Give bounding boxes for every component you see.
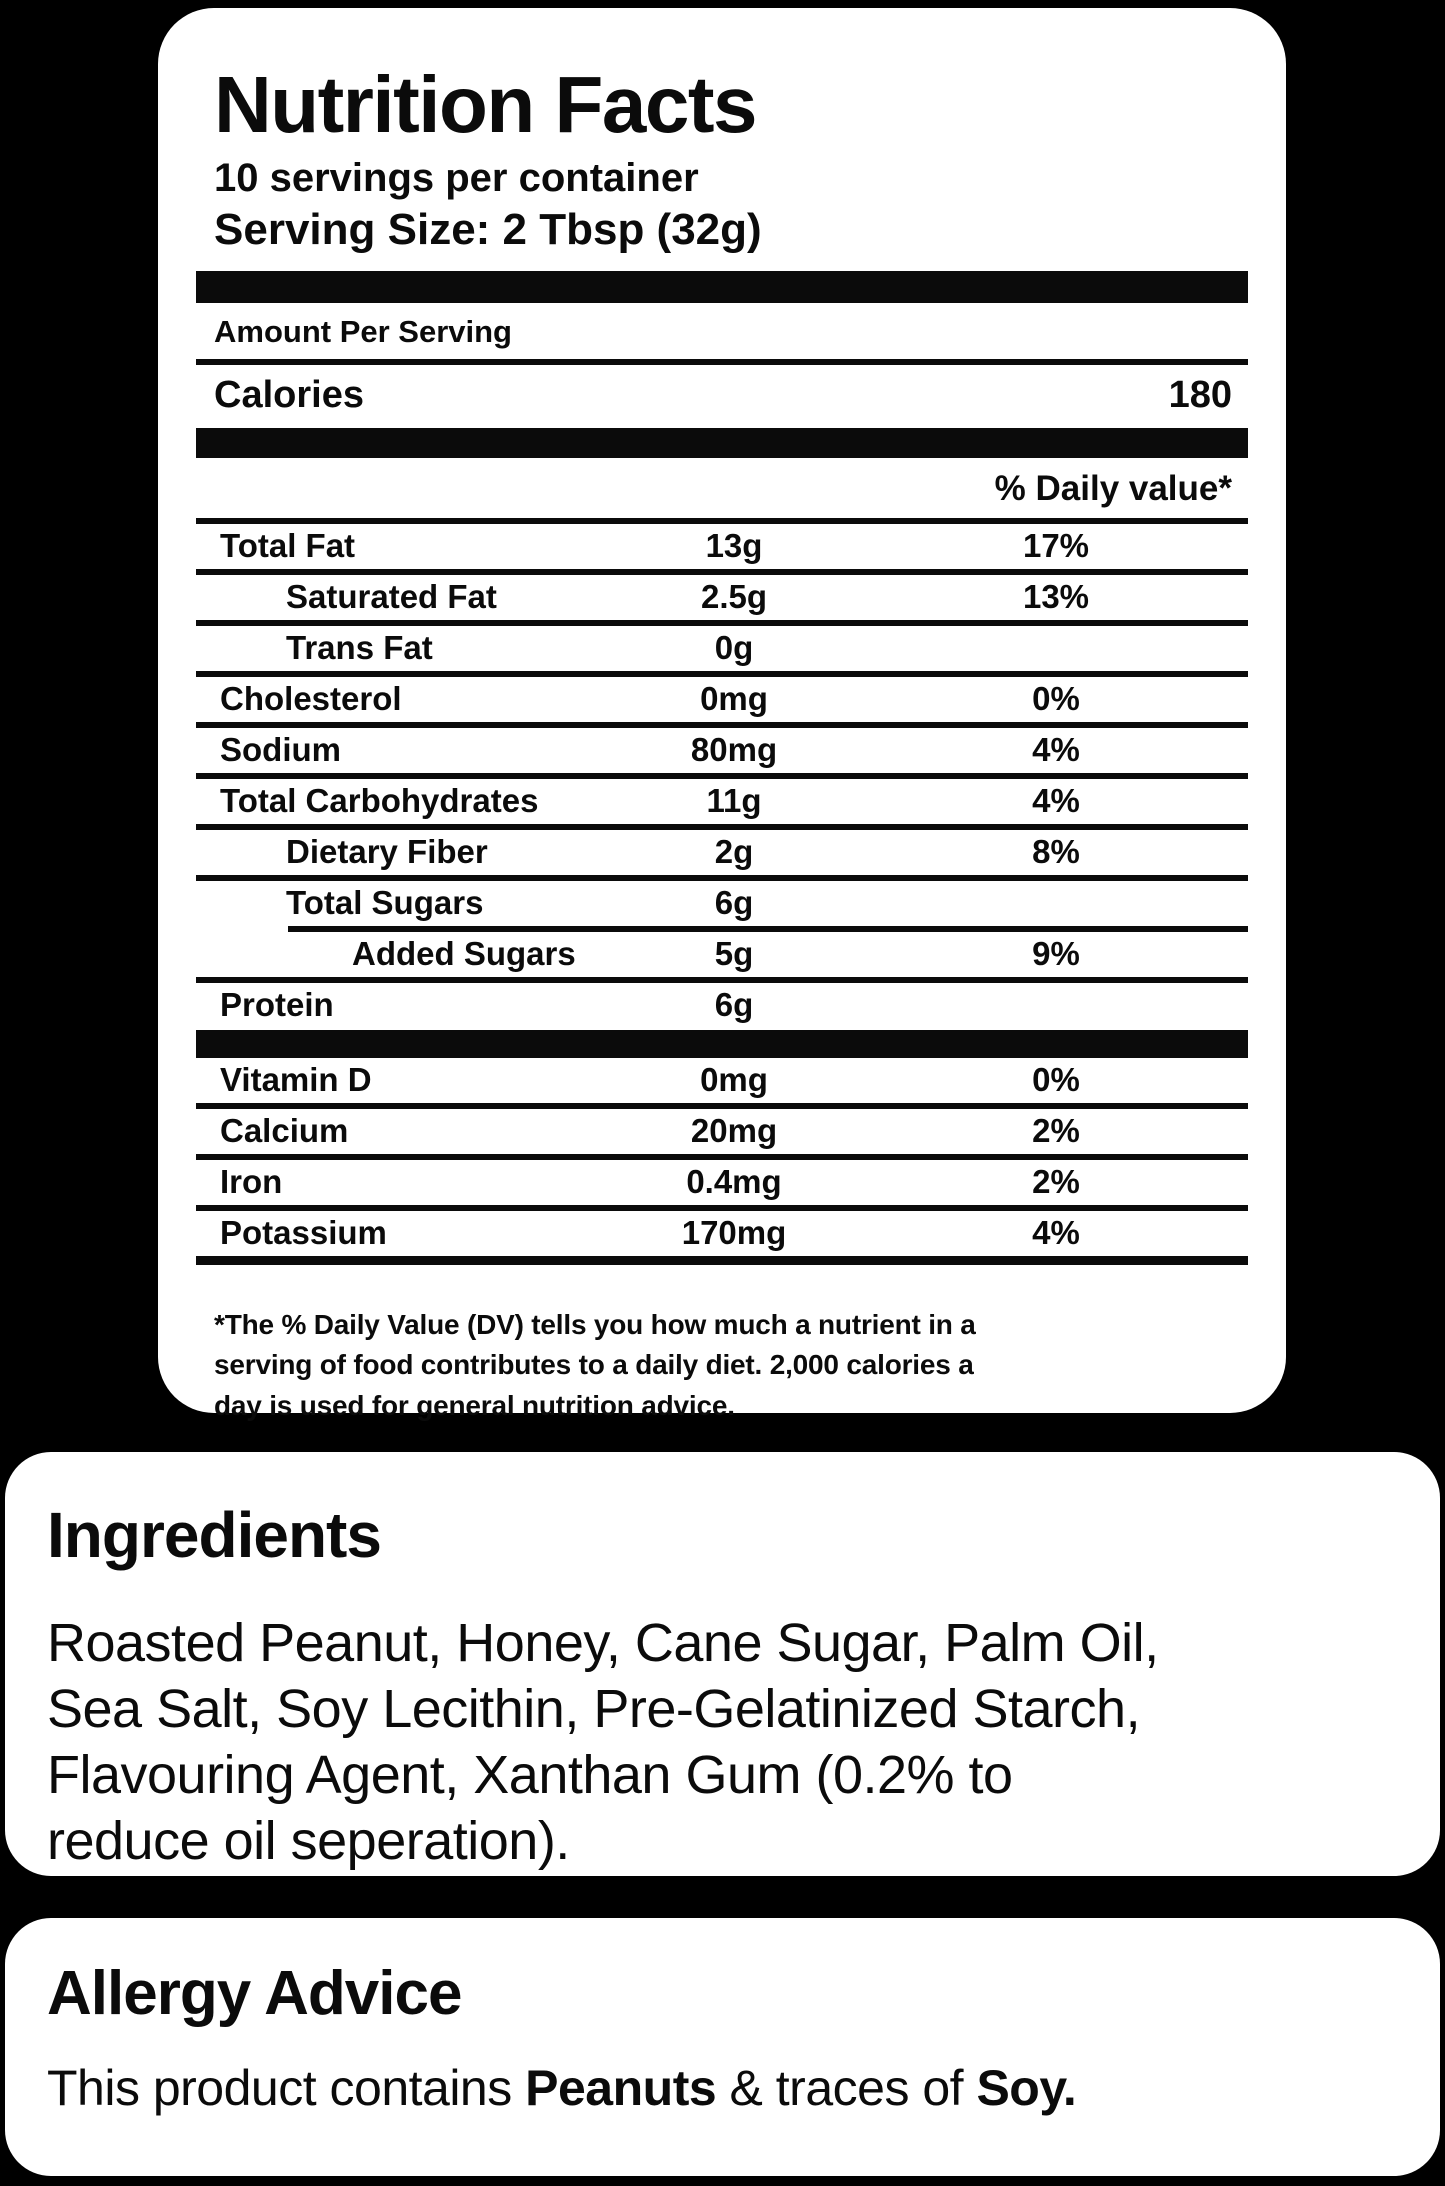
nutrient-name: Potassium [220, 1214, 387, 1252]
nutrient-daily-value: 4% [1032, 731, 1080, 769]
servings-per-container: 10 servings per container [214, 155, 699, 200]
nutrient-name: Added Sugars [352, 935, 576, 973]
nutrient-name: Vitamin D [220, 1061, 372, 1099]
table-row [196, 626, 1248, 671]
serving-size: Serving Size: 2 Tbsp (32g) [214, 204, 762, 254]
allergy-text-prefix: This product contains [47, 2060, 526, 2116]
table-row [196, 983, 1248, 1028]
table-row [196, 575, 1248, 620]
table-row [196, 1058, 1248, 1103]
nutrient-daily-value: 2% [1032, 1163, 1080, 1201]
table-row [196, 1109, 1248, 1154]
nutrient-amount: 13g [705, 527, 763, 565]
nutrient-name: Trans Fat [286, 629, 433, 667]
nutrient-amount: 0.4mg [686, 1163, 782, 1201]
allergen-soy: Soy. [976, 2060, 1077, 2116]
nutrition-header [196, 60, 1248, 255]
nutrient-daily-value: 13% [1022, 578, 1090, 616]
table-row [196, 881, 1248, 926]
nutrient-name: Total Sugars [286, 884, 484, 922]
daily-value-footnote [214, 1305, 1248, 1427]
footnote-line: day is used for general nutrition advice. [214, 1389, 735, 1421]
daily-value-header: % Daily value* [994, 468, 1232, 508]
nutrient-amount: 0mg [700, 1061, 768, 1099]
nutrient-name: Saturated Fat [286, 578, 497, 616]
nutrient-amount: 6g [714, 986, 754, 1024]
section-bar [196, 428, 1248, 458]
nutrient-amount: 2g [714, 833, 754, 871]
table-row [196, 932, 1248, 977]
allergy-text-connector: & traces of [716, 2060, 977, 2116]
nutrient-amount: 20mg [690, 1112, 778, 1150]
ingredients-line: Flavouring Agent, Xanthan Gum (0.2% to [47, 1745, 1013, 1805]
table-row [196, 1160, 1248, 1205]
nutrient-amount: 0mg [700, 680, 768, 718]
nutrient-name: Dietary Fiber [286, 833, 488, 871]
nutrient-daily-value: 8% [1032, 833, 1080, 871]
calories-row [196, 365, 1248, 428]
nutrition-facts-panel [158, 8, 1286, 1421]
nutrient-daily-value: 17% [1022, 527, 1090, 565]
footnote-line: serving of food contributes to a daily diet. 2,000 calories a [214, 1349, 974, 1381]
nutrient-daily-value: 4% [1032, 1214, 1080, 1252]
nutrient-name: Cholesterol [220, 680, 402, 718]
table-row [196, 779, 1248, 824]
table-row [196, 1211, 1248, 1256]
nutrient-daily-value: 2% [1032, 1112, 1080, 1150]
nutrient-daily-value: 0% [1032, 1061, 1080, 1099]
ingredients-line: reduce oil seperation). [47, 1811, 570, 1871]
nutrient-name: Total Fat [220, 527, 356, 565]
nutrient-amount: 0g [714, 629, 754, 667]
nutrient-daily-value: 4% [1032, 782, 1080, 820]
nutrition-title: Nutrition Facts [214, 60, 756, 149]
nutrient-amount: 80mg [690, 731, 778, 769]
nutrient-name: Iron [220, 1163, 283, 1201]
table-row [196, 728, 1248, 773]
nutrient-amount: 11g [706, 782, 762, 820]
allergen-peanuts: Peanuts [525, 2060, 717, 2116]
nutrient-daily-value: 9% [1032, 935, 1080, 973]
nutrient-amount: 2.5g [700, 578, 768, 616]
ingredients-text [47, 1610, 1398, 1874]
nutrient-daily-value: 0% [1032, 680, 1080, 718]
nutrient-name: Total Carbohydrates [220, 782, 539, 820]
allergy-text [47, 2059, 1398, 2117]
section-bar [196, 271, 1248, 303]
table-row [196, 830, 1248, 875]
ingredients-panel [5, 1452, 1440, 1876]
section-bar [196, 1030, 1248, 1058]
calories-value: 180 [1168, 373, 1232, 416]
ingredients-line: Roasted Peanut, Honey, Cane Sugar, Palm Oil, [47, 1613, 1159, 1673]
nutrient-name: Protein [220, 986, 334, 1024]
nutrient-name: Calcium [220, 1112, 349, 1150]
amount-per-serving-label: Amount Per Serving [214, 313, 512, 349]
calories-label: Calories [214, 373, 364, 416]
allergy-title: Allergy Advice [47, 1959, 462, 2028]
allergy-advice-panel [5, 1918, 1440, 2176]
nutrient-amount: 170mg [681, 1214, 787, 1252]
footnote-line: *The % Daily Value (DV) tells you how much a nutrient in a [214, 1308, 976, 1340]
ingredients-line: Sea Salt, Soy Lecithin, Pre-Gelatinized Starch, [47, 1679, 1141, 1739]
ingredients-title: Ingredients [47, 1499, 381, 1571]
nutrient-amount: 5g [714, 935, 754, 973]
table-row [196, 677, 1248, 722]
divider-bottom [196, 1256, 1248, 1265]
table-row [196, 524, 1248, 569]
nutrient-name: Sodium [220, 731, 341, 769]
nutrient-amount: 6g [714, 884, 754, 922]
